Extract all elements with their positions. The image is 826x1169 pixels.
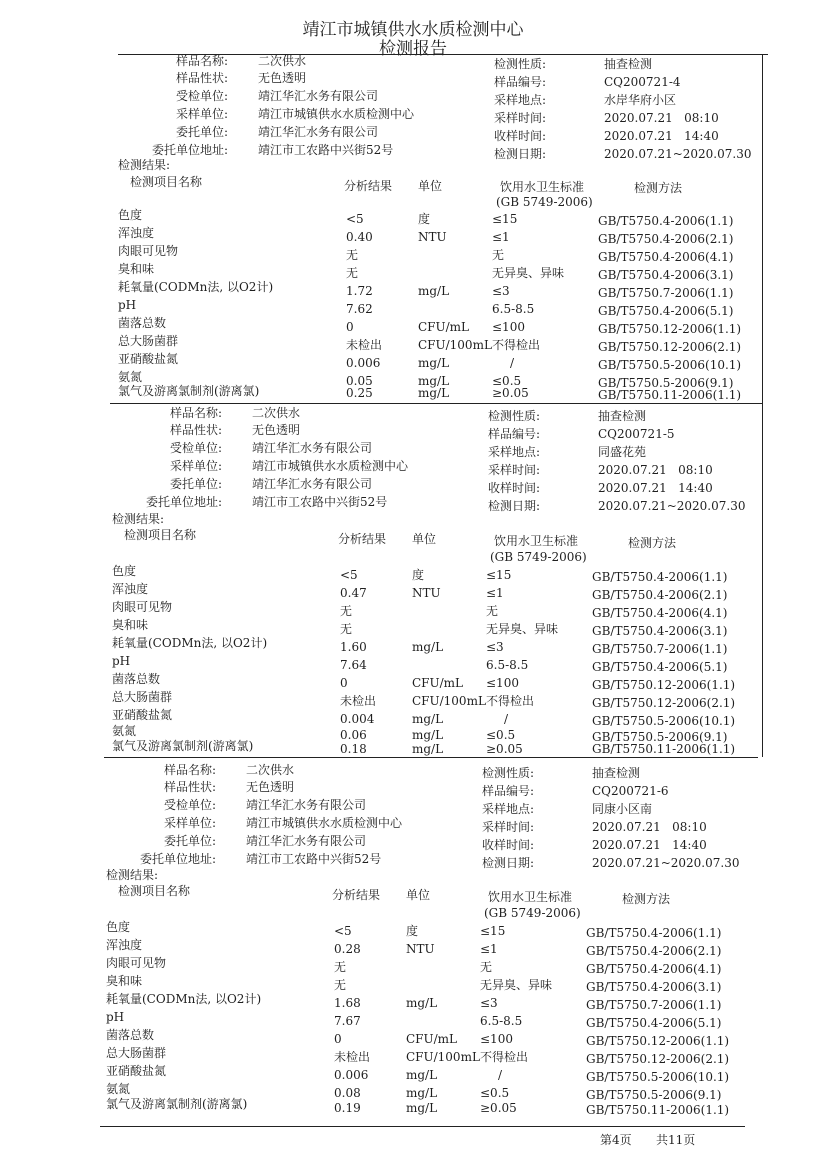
row-standard: 无 [492, 248, 505, 262]
row-standard: ≤15 [492, 212, 518, 226]
row-result: 未检出 [334, 1050, 371, 1064]
sample-name-label: 样品名称: [169, 406, 222, 420]
receive-time-label: 收样时间: [494, 129, 547, 143]
client-unit-label: 委托单位: [169, 477, 222, 491]
row-method: GB/T5750.4-2006(3.1) [598, 268, 734, 282]
receive-time-value: 2020.07.21 14:40 [598, 481, 713, 495]
row-item: 色度 [106, 920, 131, 934]
row-standard: 6.5-8.5 [480, 1014, 523, 1028]
row-result: 无 [340, 604, 353, 618]
sampling-site-label: 采样地点: [488, 445, 541, 459]
row-method: GB/T5750.4-2006(2.1) [598, 232, 734, 246]
client-address-label: 委托单位地址: [139, 852, 216, 866]
row-method: GB/T5750.12-2006(1.1) [592, 678, 736, 692]
row-method: GB/T5750.11-2006(1.1) [592, 742, 736, 756]
row-method: GB/T5750.4-2006(1.1) [598, 214, 734, 228]
client-address-value: 靖江市工农路中兴街52号 [258, 143, 394, 157]
row-item: 肉眼可见物 [106, 956, 167, 970]
row-item: 耗氧量(CODMn法, 以O2计) [106, 992, 262, 1006]
sampling-site-label: 采样地点: [494, 93, 547, 107]
row-unit: mg/L [412, 728, 444, 742]
row-item: 氨氮 [106, 1082, 131, 1096]
sample-name-value: 二次供水 [252, 406, 301, 420]
row-unit: CFU/mL [412, 676, 464, 690]
header-method: 检测方法 [634, 181, 683, 195]
row-item: 氨氮 [118, 370, 143, 384]
inspected-unit-value: 靖江华汇水务有限公司 [246, 798, 367, 812]
row-item: 总大肠菌群 [106, 1046, 167, 1060]
row-method: GB/T5750.12-2006(2.1) [586, 1052, 730, 1066]
row-method: GB/T5750.4-2006(5.1) [586, 1016, 722, 1030]
row-item: 浑浊度 [112, 582, 149, 596]
sampling-time-label: 采样时间: [482, 820, 535, 834]
row-method: GB/T5750.5-2006(9.1) [598, 376, 734, 390]
row-unit: CFU/100mL [406, 1050, 480, 1064]
row-unit: mg/L [418, 374, 450, 388]
row-method: GB/T5750.4-2006(1.1) [586, 926, 722, 940]
test-nature-value: 抽查检测 [604, 57, 653, 71]
row-result: 0.40 [346, 230, 373, 244]
row-result: 7.64 [340, 658, 367, 672]
row-result: 未检出 [346, 338, 383, 352]
row-method: GB/T5750.4-2006(1.1) [592, 570, 728, 584]
client-unit-value: 靖江华汇水务有限公司 [252, 477, 373, 491]
header-result: 分析结果 [332, 888, 381, 902]
sampling-unit-label: 采样单位: [175, 107, 228, 121]
sample-state-label: 样品性状: [175, 71, 228, 85]
row-standard: / [498, 1068, 503, 1082]
row-unit: CFU/100mL [412, 694, 486, 708]
row-standard: / [504, 712, 509, 726]
row-standard: ≤1 [486, 586, 504, 600]
row-result: 无 [346, 266, 359, 280]
row-method: GB/T5750.12-2006(1.1) [598, 322, 742, 336]
row-standard: 无异臭、异味 [486, 622, 559, 636]
header-unit: 单位 [418, 179, 443, 193]
sample-state-value: 无色透明 [252, 423, 301, 437]
sampling-unit-label: 采样单位: [163, 816, 216, 830]
report-subtitle: 检测报告 [379, 39, 447, 59]
row-item: 菌落总数 [106, 1028, 155, 1042]
row-item: 氯气及游离氯制剂(游离氯) [106, 1097, 248, 1111]
header-result: 分析结果 [344, 179, 393, 193]
row-standard: / [510, 356, 515, 370]
row-result: 7.62 [346, 302, 373, 316]
row-item: 氯气及游离氯制剂(游离氯) [112, 739, 254, 753]
row-item: 肉眼可见物 [118, 244, 179, 258]
row-standard: ≤15 [486, 568, 512, 582]
row-result: 0.47 [340, 586, 367, 600]
row-item: 色度 [118, 208, 143, 222]
sample-no-value: CQ200721-5 [598, 427, 675, 441]
row-result: 1.72 [346, 284, 373, 298]
row-item: pH [118, 298, 137, 312]
header-unit: 单位 [412, 532, 437, 546]
test-nature-value: 抽查检测 [598, 409, 647, 423]
row-standard: ≥0.05 [492, 386, 529, 400]
row-item: 总大肠菌群 [118, 334, 179, 348]
row-standard: ≤0.5 [480, 1086, 510, 1100]
row-standard: ≤15 [480, 924, 506, 938]
test-date-label: 检测日期: [488, 499, 541, 513]
client-address-value: 靖江市工农路中兴街52号 [246, 852, 382, 866]
sample-section-3 [2, 763, 826, 1117]
header-item: 检测项目名称 [124, 528, 197, 542]
row-result: 0.06 [340, 728, 367, 742]
test-date-label: 检测日期: [482, 856, 535, 870]
row-standard: ≤3 [492, 284, 510, 298]
row-item: 耗氧量(CODMn法, 以O2计) [118, 280, 274, 294]
row-result: 0.006 [346, 356, 381, 370]
row-standard: 无 [480, 960, 493, 974]
row-standard: ≤100 [492, 320, 525, 334]
row-method: GB/T5750.11-2006(1.1) [598, 388, 742, 402]
row-method: GB/T5750.7-2006(1.1) [598, 286, 734, 300]
receive-time-value: 2020.07.21 14:40 [604, 129, 719, 143]
row-item: pH [106, 1010, 125, 1024]
row-item: 肉眼可见物 [112, 600, 173, 614]
row-unit: mg/L [406, 996, 438, 1010]
row-item: 色度 [112, 564, 137, 578]
sampling-site-value: 同盛花苑 [598, 445, 647, 459]
row-standard: ≤3 [486, 640, 504, 654]
sample-name-value: 二次供水 [258, 54, 307, 68]
row-method: GB/T5750.4-2006(5.1) [592, 660, 728, 674]
client-address-value: 靖江市工农路中兴街52号 [252, 495, 388, 509]
row-item: 臭和味 [106, 974, 143, 988]
receive-time-value: 2020.07.21 14:40 [592, 838, 707, 852]
row-standard: ≥0.05 [486, 742, 523, 756]
sampling-unit-value: 靖江市城镇供水水质检测中心 [246, 816, 403, 830]
row-method: GB/T5750.7-2006(1.1) [592, 642, 728, 656]
row-item: 氯气及游离氯制剂(游离氯) [118, 384, 260, 398]
row-unit: mg/L [418, 284, 450, 298]
row-method: GB/T5750.11-2006(1.1) [586, 1103, 730, 1117]
inspected-unit-label: 受检单位: [175, 89, 228, 103]
test-nature-label: 检测性质: [488, 409, 541, 423]
sample-name-value: 二次供水 [246, 763, 295, 777]
sample-section-1 [14, 54, 826, 404]
row-unit: NTU [418, 230, 447, 244]
row-item: 臭和味 [118, 262, 155, 276]
bottom-rule [100, 1126, 745, 1127]
row-unit: 度 [412, 568, 425, 582]
row-standard: ≤100 [480, 1032, 513, 1046]
header-standard-code: (GB 5749-2006) [484, 906, 581, 920]
row-result: <5 [334, 924, 352, 938]
row-standard: 不得检出 [486, 694, 535, 708]
row-method: GB/T5750.4-2006(4.1) [598, 250, 734, 264]
row-unit: mg/L [418, 356, 450, 370]
row-unit: NTU [406, 942, 435, 956]
sample-state-value: 无色透明 [246, 780, 295, 794]
row-method: GB/T5750.4-2006(3.1) [586, 980, 722, 994]
row-result: 0 [334, 1032, 342, 1046]
sample-no-label: 样品编号: [488, 427, 541, 441]
test-nature-label: 检测性质: [482, 766, 535, 780]
row-unit: 度 [406, 924, 419, 938]
sample-state-value: 无色透明 [258, 71, 307, 85]
header-unit: 单位 [406, 888, 431, 902]
row-unit: 度 [418, 212, 431, 226]
row-result: 无 [340, 622, 353, 636]
sample-state-label: 样品性状: [169, 423, 222, 437]
row-unit: mg/L [406, 1068, 438, 1082]
row-result: 0 [346, 320, 354, 334]
row-method: GB/T5750.5-2006(9.1) [592, 730, 728, 744]
row-item: 耗氧量(CODMn法, 以O2计) [112, 636, 268, 650]
row-unit: CFU/mL [406, 1032, 458, 1046]
row-method: GB/T5750.12-2006(2.1) [592, 696, 736, 710]
row-unit: mg/L [418, 386, 450, 400]
header-item: 检测项目名称 [130, 175, 203, 189]
sampling-unit-value: 靖江市城镇供水水质检测中心 [252, 459, 409, 473]
row-result: 0.19 [334, 1101, 361, 1115]
row-standard: 无异臭、异味 [480, 978, 553, 992]
row-method: GB/T5750.5-2006(10.1) [586, 1070, 730, 1084]
row-result: 无 [346, 248, 359, 262]
results-label: 检测结果: [106, 868, 159, 882]
sample-no-value: CQ200721-4 [604, 75, 681, 89]
row-result: 0.28 [334, 942, 361, 956]
inspected-unit-value: 靖江华汇水务有限公司 [252, 441, 373, 455]
sample-no-label: 样品编号: [482, 784, 535, 798]
row-item: 亚硝酸盐氮 [118, 352, 179, 366]
row-standard: ≤3 [480, 996, 498, 1010]
row-method: GB/T5750.4-2006(3.1) [592, 624, 728, 638]
sampling-site-value: 同康小区南 [592, 802, 653, 816]
row-standard: ≤100 [486, 676, 519, 690]
row-standard: ≤0.5 [492, 374, 522, 388]
header-standard: 饮用水卫生标准 [500, 180, 585, 194]
client-address-label: 委托单位地址: [151, 143, 228, 157]
sample-name-label: 样品名称: [163, 763, 216, 777]
row-method: GB/T5750.5-2006(10.1) [592, 714, 736, 728]
row-method: GB/T5750.12-2006(1.1) [586, 1034, 730, 1048]
row-result: 0.006 [334, 1068, 369, 1082]
client-address-label: 委托单位地址: [145, 495, 222, 509]
row-unit: mg/L [406, 1086, 438, 1100]
results-label: 检测结果: [112, 512, 165, 526]
row-method: GB/T5750.5-2006(10.1) [598, 358, 742, 372]
sampling-time-value: 2020.07.21 08:10 [592, 820, 707, 834]
sampling-time-value: 2020.07.21 08:10 [598, 463, 713, 477]
row-result: 1.60 [340, 640, 367, 654]
header-method: 检测方法 [622, 892, 671, 906]
row-method: GB/T5750.4-2006(5.1) [598, 304, 734, 318]
client-unit-value: 靖江华汇水务有限公司 [258, 125, 379, 139]
row-item: 浑浊度 [106, 938, 143, 952]
row-method: GB/T5750.4-2006(4.1) [592, 606, 728, 620]
row-standard: ≤1 [480, 942, 498, 956]
row-method: GB/T5750.5-2006(9.1) [586, 1088, 722, 1102]
row-item: pH [112, 654, 131, 668]
row-unit: mg/L [412, 640, 444, 654]
client-unit-value: 靖江华汇水务有限公司 [246, 834, 367, 848]
sample-no-label: 样品编号: [494, 75, 547, 89]
row-standard: ≥0.05 [480, 1101, 517, 1115]
row-result: 0 [340, 676, 348, 690]
test-date-value: 2020.07.21~2020.07.30 [604, 147, 752, 161]
inspected-unit-label: 受检单位: [169, 441, 222, 455]
header-standard-code: (GB 5749-2006) [490, 550, 587, 564]
row-item: 亚硝酸盐氮 [112, 708, 173, 722]
row-unit: mg/L [412, 712, 444, 726]
row-method: GB/T5750.4-2006(2.1) [586, 944, 722, 958]
page-number: 第4页 [600, 1133, 632, 1147]
row-result: 0.08 [334, 1086, 361, 1100]
client-unit-label: 委托单位: [163, 834, 216, 848]
sample-state-label: 样品性状: [163, 780, 216, 794]
row-result: 0.05 [346, 374, 373, 388]
row-item: 臭和味 [112, 618, 149, 632]
row-result: 0.004 [340, 712, 375, 726]
row-result: <5 [340, 568, 358, 582]
report-title: 靖江市城镇供水水质检测中心 [302, 20, 524, 40]
test-date-label: 检测日期: [494, 147, 547, 161]
inspected-unit-value: 靖江华汇水务有限公司 [258, 89, 379, 103]
row-item: 氨氮 [112, 724, 137, 738]
row-standard: 6.5-8.5 [492, 302, 535, 316]
row-unit: NTU [412, 586, 441, 600]
header-result: 分析结果 [338, 532, 387, 546]
row-item: 亚硝酸盐氮 [106, 1064, 167, 1078]
row-item: 浑浊度 [118, 226, 155, 240]
row-result: 1.68 [334, 996, 361, 1010]
header-standard: 饮用水卫生标准 [494, 534, 579, 548]
row-method: GB/T5750.7-2006(1.1) [586, 998, 722, 1012]
sampling-time-value: 2020.07.21 08:10 [604, 111, 719, 125]
row-standard: ≤1 [492, 230, 510, 244]
row-result: 7.67 [334, 1014, 361, 1028]
sampling-site-value: 水岸华府小区 [604, 93, 677, 107]
page-total: 共11页 [656, 1133, 696, 1147]
row-standard: 不得检出 [492, 338, 541, 352]
sampling-time-label: 采样时间: [488, 463, 541, 477]
sampling-site-label: 采样地点: [482, 802, 535, 816]
header-method: 检测方法 [628, 536, 677, 550]
row-result: 无 [334, 960, 347, 974]
row-unit: CFU/mL [418, 320, 470, 334]
header-item: 检测项目名称 [118, 884, 191, 898]
row-item: 总大肠菌群 [112, 690, 173, 704]
row-result: 0.25 [346, 386, 373, 400]
row-item: 菌落总数 [112, 672, 161, 686]
row-result: 无 [334, 978, 347, 992]
client-unit-label: 委托单位: [175, 125, 228, 139]
sampling-time-label: 采样时间: [494, 111, 547, 125]
test-date-value: 2020.07.21~2020.07.30 [592, 856, 740, 870]
receive-time-label: 收样时间: [488, 481, 541, 495]
row-standard: 无 [486, 604, 499, 618]
results-label: 检测结果: [118, 158, 171, 172]
row-result: 未检出 [340, 694, 377, 708]
row-item: 菌落总数 [118, 316, 167, 330]
row-standard: 6.5-8.5 [486, 658, 529, 672]
test-nature-value: 抽查检测 [592, 766, 641, 780]
row-unit: mg/L [406, 1101, 438, 1115]
header-standard-code: (GB 5749-2006) [496, 195, 593, 209]
sampling-unit-value: 靖江市城镇供水水质检测中心 [258, 107, 415, 121]
test-date-value: 2020.07.21~2020.07.30 [598, 499, 746, 513]
test-nature-label: 检测性质: [494, 57, 547, 71]
row-method: GB/T5750.4-2006(4.1) [586, 962, 722, 976]
sampling-unit-label: 采样单位: [169, 459, 222, 473]
inspected-unit-label: 受检单位: [163, 798, 216, 812]
header-standard: 饮用水卫生标准 [488, 890, 573, 904]
row-unit: mg/L [412, 742, 444, 756]
sample-name-label: 样品名称: [175, 54, 228, 68]
row-standard: ≤0.5 [486, 728, 516, 742]
row-result: <5 [346, 212, 364, 226]
row-standard: 不得检出 [480, 1050, 529, 1064]
section-divider-2 [104, 757, 758, 758]
sample-section-2 [8, 406, 826, 756]
row-result: 0.18 [340, 742, 367, 756]
sample-no-value: CQ200721-6 [592, 784, 669, 798]
row-standard: 无异臭、异味 [492, 266, 565, 280]
row-unit: CFU/100mL [418, 338, 492, 352]
row-method: GB/T5750.12-2006(2.1) [598, 340, 742, 354]
receive-time-label: 收样时间: [482, 838, 535, 852]
row-method: GB/T5750.4-2006(2.1) [592, 588, 728, 602]
